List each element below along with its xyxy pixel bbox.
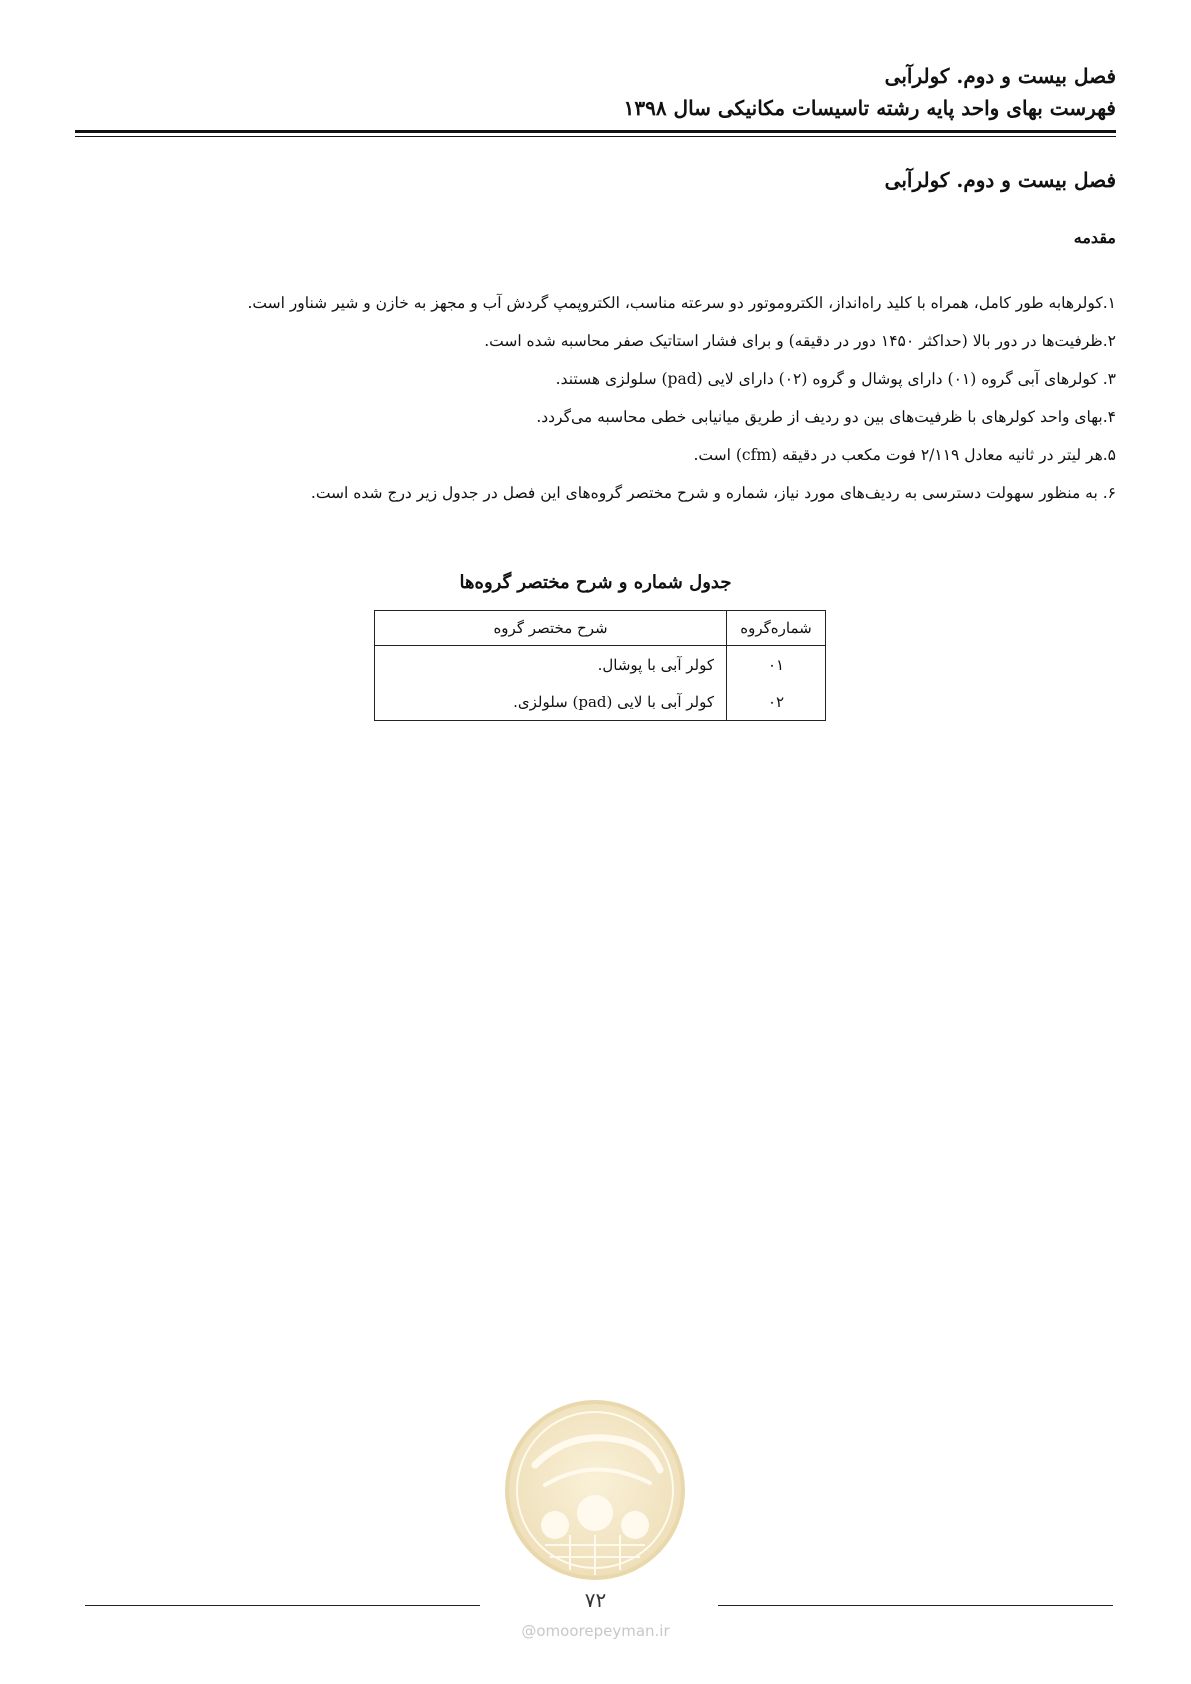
group-number-cell: ۰۱ [727, 646, 826, 684]
chapter-title: فصل بیست و دوم. کولرآبی [884, 168, 1116, 192]
intro-items [56, 284, 1116, 512]
footer-url: @omoorepeyman.ir [521, 1622, 670, 1640]
header-chapter: فصل بیست و دوم. کولرآبی [884, 64, 1116, 88]
group-number-cell: ۰۲ [727, 683, 826, 721]
intro-item-3: ۳. کولرهای آبی گروه (۰۱) دارای پوشال و گروه (۰۲) دارای لایی (pad) سلولزی هستند. [555, 370, 1116, 388]
table-title: جدول شماره و شرح مختصر گروه‌ها [459, 572, 732, 593]
intro-item-6: ۶. به منظور سهولت دسترسی به ردیف‌های مورد نیاز، شماره و شرح مختصر گروه‌های این فصل در جدول زیر درج شده است. [310, 484, 1116, 502]
intro-item-1: ۱.کولرهابه طور کامل، همراه با کلید راه‌انداز، الکتروموتور دو سرعته مناسب، الکتروپمپ گردش آب و مجهز به خازن و شیر شناور است. [247, 294, 1116, 312]
table-row [375, 646, 826, 684]
header-group-description: شرح مختصر گروه [375, 611, 727, 646]
page-number: ۷۲ [584, 1588, 607, 1612]
header-rule-thin [75, 136, 1116, 137]
intro-item-5: ۵.هر لیتر در ثانیه معادل ۲/۱۱۹ فوت مکعب در دقیقه (cfm) است. [693, 446, 1116, 464]
group-description-cell: کولر آبی با پوشال. [375, 646, 727, 684]
group-description-cell: کولر آبی با لایی (pad) سلولزی. [375, 683, 727, 721]
intro-item-4: ۴.بهای واحد کولرهای با ظرفیت‌های بین دو ردیف از طریق میانیابی خطی محاسبه می‌گردد. [536, 408, 1116, 426]
intro-heading: مقدمه [1073, 228, 1116, 247]
intro-item-2: ۲.ظرفیت‌ها در دور بالا (حداکثر ۱۴۵۰ دور در دقیقه) و برای فشار استاتیک صفر محاسبه شده است. [484, 332, 1116, 350]
watermark-left-gear-icon [541, 1511, 569, 1539]
header-rule-thick [75, 130, 1116, 133]
header-list-title: فهرست بهای واحد پایه رشته تاسیسات مکانیکی سال ۱۳۹۸ [623, 96, 1116, 120]
watermark-logo [500, 1395, 690, 1585]
table-row [375, 683, 826, 721]
watermark-center-gear-icon [577, 1495, 613, 1531]
page-header [624, 60, 1116, 124]
groups-table [374, 610, 826, 721]
watermark-right-gear-icon [621, 1511, 649, 1539]
table-header-row [375, 611, 826, 646]
header-group-number: شماره‌گروه [727, 611, 826, 646]
